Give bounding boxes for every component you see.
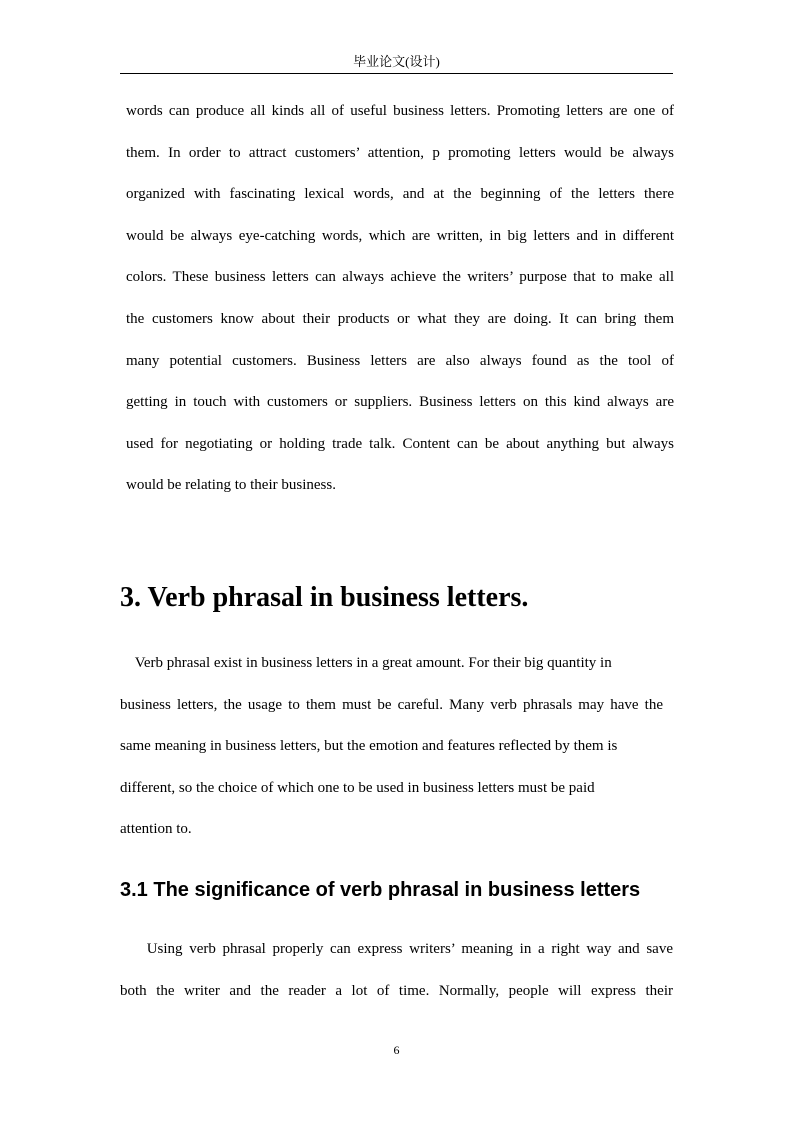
text-line: many potential customers. Business letters are also always found as the tool of bbox=[126, 352, 674, 369]
text-line: colors. These business letters can always achieve the writers’ purpose that to make all bbox=[126, 269, 674, 286]
page-header-title: 毕业论文(设计) bbox=[353, 54, 440, 69]
text-line: words can produce all kinds all of useful business letters. Promoting letters are one of bbox=[126, 103, 674, 119]
body-paragraph-1 bbox=[126, 91, 674, 507]
text-line: different, so the choice of which one to be used in business letters must be paid bbox=[120, 779, 595, 796]
text-line: organized with fascinating lexical words, and at the beginning of the letters there bbox=[126, 186, 674, 203]
section-heading: 3. Verb phrasal in business letters. bbox=[120, 582, 529, 613]
text-line: them. In order to attract customers’ attention, p promoting letters would be always bbox=[126, 144, 674, 161]
body-paragraph-2 bbox=[120, 643, 663, 851]
text-line: used for negotiating or holding trade talk. Content can be about anything but always bbox=[126, 435, 674, 452]
text-line: Using verb phrasal properly can express writers’ meaning in a right way and save bbox=[120, 941, 673, 957]
text-line: the customers know about their products or what they are doing. It can bring them bbox=[126, 310, 674, 327]
text-line: getting in touch with customers or suppliers. Business letters on this kind always are bbox=[126, 394, 674, 411]
text-line: both the writer and the reader a lot of time. Normally, people will express their bbox=[120, 982, 673, 999]
text-line: would be always eye-catching words, which are written, in big letters and in different bbox=[126, 227, 674, 244]
body-paragraph-3 bbox=[120, 929, 673, 1012]
text-line: same meaning in business letters, but the emotion and features reflected by them is bbox=[120, 738, 618, 755]
text-line: attention to. bbox=[120, 821, 192, 838]
text-line: business letters, the usage to them must be careful. Many verb phrasals may have the bbox=[120, 696, 663, 713]
page-number: 6 bbox=[393, 1043, 400, 1057]
header-divider bbox=[120, 73, 673, 74]
text-line: would be relating to their business. bbox=[126, 477, 336, 494]
subsection-heading: 3.1 The significance of verb phrasal in business letters bbox=[120, 879, 641, 901]
text-line: Verb phrasal exist in business letters in a great amount. For their big quantity in bbox=[120, 655, 612, 671]
